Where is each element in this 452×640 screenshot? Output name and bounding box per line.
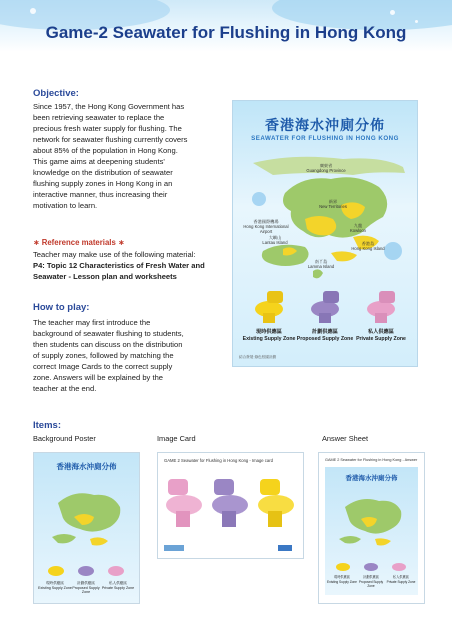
objective-heading: Objective: [33, 88, 79, 99]
zone-label-proposed: 計劃供應區 Proposed Supply Zone [296, 329, 354, 342]
poster-place-label: 廣東省 Guangdong Province [306, 163, 346, 173]
objective-line: flushing supply zones in Hong Kong in an [33, 179, 173, 188]
objective-line: about 85% of the population in Hong Kong. [33, 146, 178, 155]
poster-place-label: 大嶼山 Lantau Island [262, 235, 288, 245]
poster-place-label: 南丫島 Lamma Island [307, 259, 335, 269]
bubble-decoration [30, 8, 36, 14]
how-to-play-line: correct Image Cards to the correct supply [33, 362, 173, 371]
purple-toilet-icon [311, 291, 339, 323]
how-to-play-line: teacher at the end. [33, 384, 97, 393]
how-to-play-heading: How to play: [33, 302, 90, 313]
bubble-decoration [390, 10, 395, 15]
how-to-play-line: of supply zones, followed by matching the [33, 351, 174, 360]
thumbnail-zone-label: 計劃供應區 Proposed Supply Zone [72, 581, 100, 594]
poster-title-en: SEAWATER FOR FLUSHING IN HONG KONG [251, 135, 399, 142]
how-to-play-line: then students can discuss on the distribution [33, 340, 183, 349]
answer-sheet-thumbnail [318, 452, 425, 604]
objective-line: precious fresh water supply for flushing. The [33, 124, 182, 133]
thumbnail-zone-label: 現時供應區 Existing Supply Zone [38, 581, 72, 590]
objective-line: interactive manner, thus increasing their [33, 190, 168, 199]
reference-material-line: P4: Topic 12 Characteristics of Fresh Water and [33, 261, 205, 270]
objective-line: been retrieving seawater to replace the [33, 113, 165, 122]
reference-heading: ∗ Reference materials ∗ [33, 238, 125, 247]
objective-line: This game aims at deepening students' [33, 157, 165, 166]
how-to-play-line: The teacher may first introduce the [33, 318, 151, 327]
item-label-answer-sheet: Answer Sheet [322, 434, 369, 443]
image-card-thumbnail [157, 452, 304, 559]
purple-toilet-icon [212, 479, 248, 527]
poster-place-label: 九龍 Kowloon [349, 223, 367, 233]
thumbnail-zone-label: 現時供應區 Existing Supply Zone [327, 575, 357, 584]
reference-intro: Teacher may make use of the following material: [33, 250, 196, 259]
objective-line: Since 1957, the Hong Kong Government has [33, 102, 185, 111]
image-card-header: GAME 2 Seawater for Flushing in Hong Kong - Image card [164, 458, 273, 463]
pink-toilet-icon [367, 291, 395, 323]
pink-toilet-icon [166, 479, 202, 527]
yellow-toilet-icon [258, 479, 294, 527]
background-poster [232, 100, 418, 367]
answer-sheet-header: GAME 2 Seawater for Flushing in Hong Kong - Answer [325, 458, 418, 462]
how-to-play-line: zone. Answers will be explained by the [33, 373, 164, 382]
reference-material-line: Seawater - Lesson plan and worksheets [33, 272, 177, 281]
yellow-toilet-icon [255, 291, 283, 323]
poster-place-label: 香港島 Hong Kong Island [351, 241, 385, 251]
image-card-toilets [158, 453, 303, 558]
background-poster-thumbnail [33, 452, 140, 604]
objective-line: network for seawater flushing currently covers [33, 135, 188, 144]
lamma-island [313, 269, 323, 278]
how-to-play-line: background of seawater flushing to students, [33, 329, 184, 338]
poster-place-label: 香港國際機場 Hong Kong International Airport [243, 219, 289, 234]
water-splash [252, 192, 266, 206]
item-label-background-poster: Background Poster [33, 434, 96, 443]
thumbnail-zone-label: 計劃供應區 Proposed Supply Zone [358, 575, 384, 588]
thumbnail-title: 香港海水沖廁分佈 [56, 462, 117, 471]
objective-line: knowledge on the distribution of seawater [33, 168, 173, 177]
objective-line: motivation to learn. [33, 201, 98, 210]
zone-label-existing: 現時供應區 Existing Supply Zone [242, 329, 296, 342]
item-label-image-card: Image Card [157, 434, 196, 443]
items-heading: Items: [33, 420, 61, 431]
answer-sheet-poster [325, 467, 418, 595]
poster-place-label: 新界 New Territories [319, 199, 347, 209]
poster-footer: 結合發展·綠色校園計劃 [239, 355, 277, 359]
thumbnail-zone-label: 私人供應區 Private Supply Zone [101, 581, 135, 590]
page-title: Game-2 Seawater for Flushing in Hong Kong [45, 23, 407, 42]
poster-title-zh: 香港海水沖廁分佈 [265, 117, 385, 133]
thumbnail-zone-label: 私人供應區 Private Supply Zone [386, 575, 416, 584]
zone-label-private: 私人供應區 Private Supply Zone [356, 329, 406, 342]
thumbnail-title: 香港海水沖廁分佈 [345, 475, 398, 482]
